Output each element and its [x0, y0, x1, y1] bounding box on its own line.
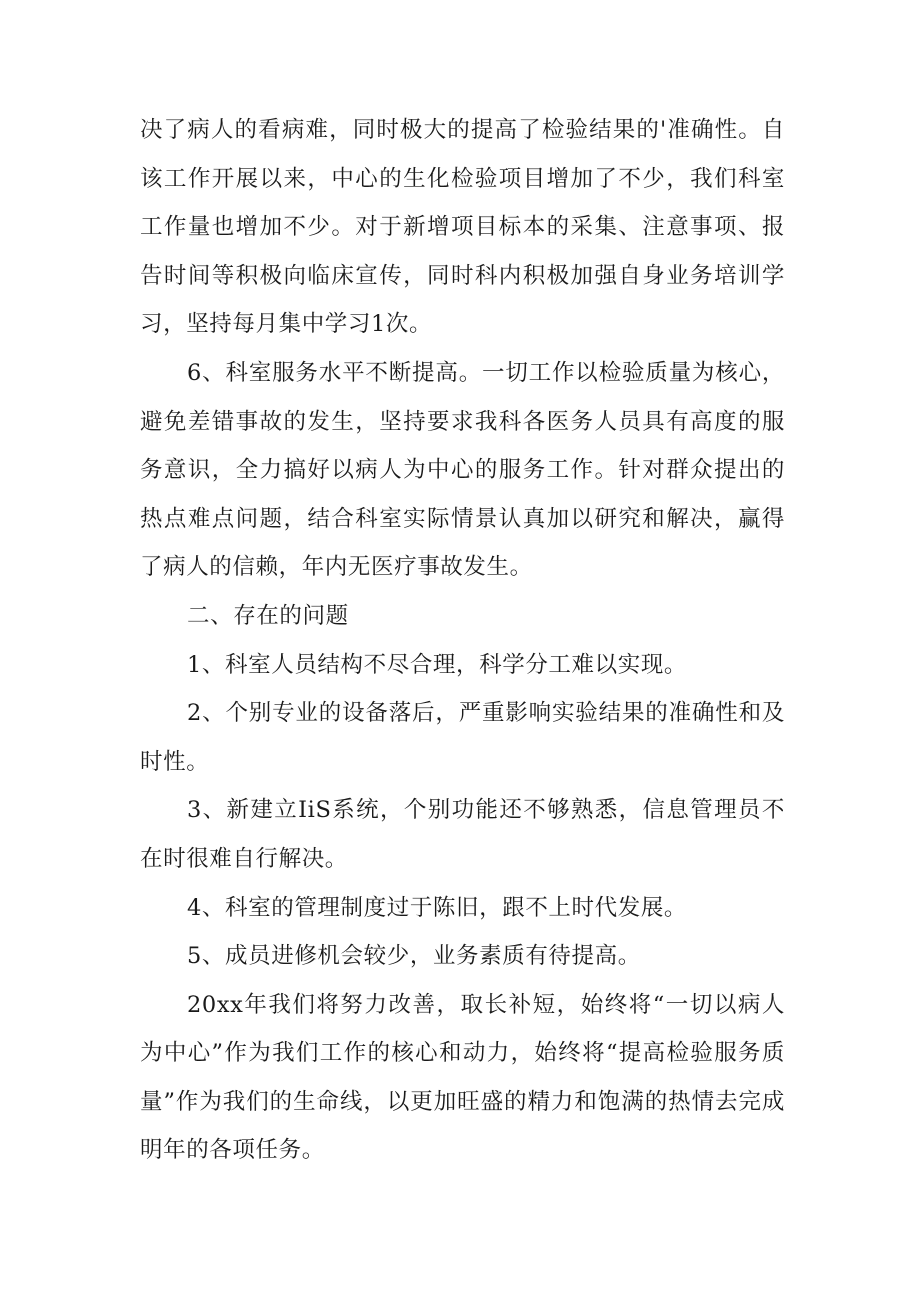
problem-item-5: 5、成员进修机会较少，业务素质有待提高。	[187, 943, 641, 970]
paragraph-continuation: 决了病人的看病难，同时极大的提高了检验结果的'准确性。自该工作开展以来，中心的生化检验项目增加了不少，我们科室工作量也增加不少。对于新增项目标本的采集、注意事项、报告时间等积极向临床宣传，同时科内积极加强自身业务培训学习，坚持每月集中学习1次。	[140, 117, 785, 338]
problem-item-2: 2、个别专业的设备落后，严重影响实验结果的准确性和及时性。	[140, 700, 785, 775]
problem-item-1: 1、科室人员结构不尽合理，科学分工难以实现。	[187, 651, 688, 678]
document-body	[140, 106, 785, 1175]
paragraph-item-6: 6、科室服务水平不断提高。一切工作以检验质量为核心，避免差错事故的发生，坚持要求我科各医务人员具有高度的服务意识，全力搞好以病人为中心的服务工作。针对群众提出的热点难点问题，结合科室实际情景认真加以研究和解决，赢得了病人的信赖，年内无医疗事故发生。	[140, 359, 785, 581]
paragraph-conclusion: 20xx年我们将努力改善，取长补短，始终将“一切以病人为中心”作为我们工作的核心和动力，始终将“提高检验服务质量”作为我们的生命线，以更加旺盛的精力和饱满的热情去完成明年的各项任务。	[140, 991, 785, 1164]
section-heading-problems: 二、存在的问题	[187, 602, 349, 629]
problem-item-4: 4、科室的管理制度过于陈旧，跟不上时代发展。	[187, 894, 688, 921]
problem-item-3: 3、新建立IiS系统，个别功能还不够熟悉，信息管理员不在时很难自行解决。	[140, 797, 785, 872]
